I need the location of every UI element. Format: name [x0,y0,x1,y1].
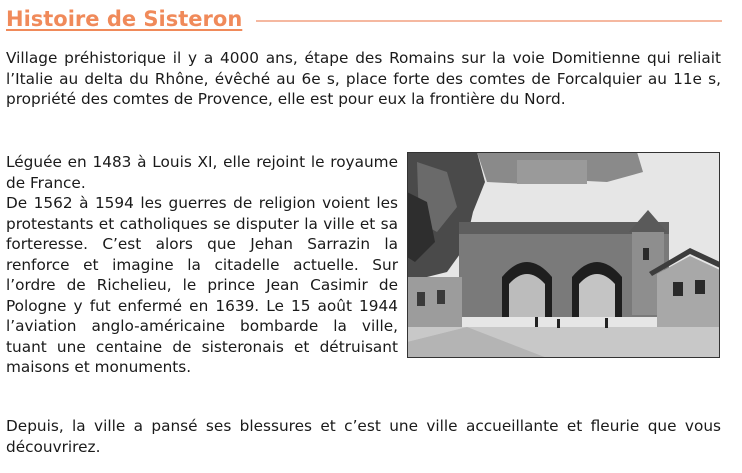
paragraph-history-block [6,152,398,378]
paragraph-louis-xi: Léguée en 1483 à Louis XI, elle rejoint le royaume de France. [6,153,398,192]
page-header [6,4,722,34]
page-title: Histoire de Sisteron [6,7,243,31]
paragraph-wars-of-religion: De 1562 à 1594 les guerres de religion voient les protestants et catholiques se disputer la ville et sa forteresse. C’est alors que Jehan Sarrazin la renforce et imagine la citadelle actuelle. Sur l’ordre de Richelieu, le prince Jean Casimir de Pologne y fut enfermé en 1639. Le 15 août 1944 l’aviation anglo-américaine bombarde la ville, tuant une centaine de sisteronais et détruisant maisons et monuments. [6,194,398,376]
paragraph-today: Depuis, la ville a pansé ses blessures et c’est une ville accueillante et fleurie que vous découvrirez. [6,417,721,456]
paragraph-origins: Village préhistorique il y a 4000 ans, étape des Romains sur la voie Domitienne qui reliait l’Italie au delta du Rhône, évêché au 6e s, place forte des comtes de Forcalquier au 11e s, propriété des comtes de Provence, elle est pour eux la frontière du Nord. [6,49,721,108]
sisteron-gate-photo [407,152,720,358]
title-divider [256,20,722,22]
